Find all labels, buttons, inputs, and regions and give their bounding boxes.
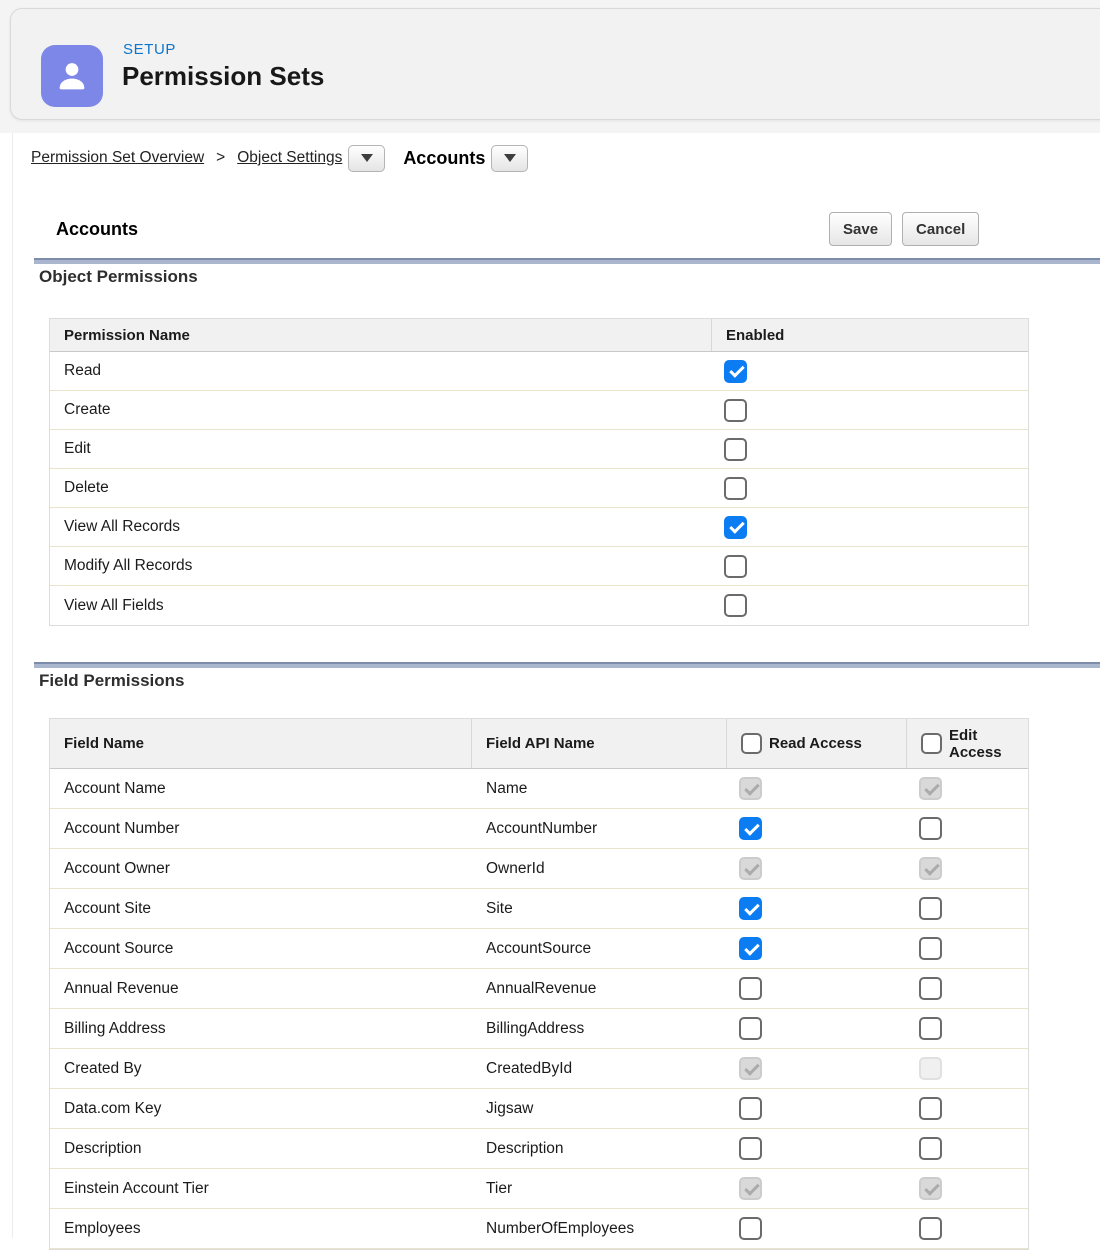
edit-access-checkbox[interactable] — [919, 1217, 942, 1240]
field-api-name-cell: BillingAddress — [486, 1019, 585, 1037]
enabled-checkbox[interactable] — [724, 360, 747, 383]
breadcrumb-current-entity: Accounts — [403, 147, 486, 168]
breadcrumb-separator: > — [216, 149, 226, 166]
field-name-cell: Created By — [64, 1059, 142, 1077]
chevron-down-icon — [504, 154, 516, 162]
read-access-checkbox[interactable] — [739, 1217, 762, 1240]
field-name-cell: Data.com Key — [64, 1099, 162, 1117]
read-access-checkbox[interactable] — [739, 977, 762, 1000]
field-name-cell: Billing Address — [64, 1019, 166, 1037]
field-api-name-cell: Name — [486, 779, 528, 797]
enabled-checkbox[interactable] — [724, 516, 747, 539]
field-api-name-cell: Site — [486, 899, 513, 917]
read-access-checkbox — [739, 1177, 762, 1200]
field-permission-row — [50, 1209, 1028, 1249]
edit-access-checkbox[interactable] — [919, 977, 942, 1000]
permission-name-cell: Edit — [64, 440, 91, 457]
field-permission-row — [50, 1089, 1028, 1129]
enabled-checkbox[interactable] — [724, 594, 747, 617]
user-icon — [52, 56, 92, 96]
object-table-body — [50, 352, 1028, 625]
permission-sets-icon — [41, 45, 103, 107]
edit-access-checkbox[interactable] — [919, 897, 942, 920]
field-name-cell: Account Owner — [64, 859, 170, 877]
permission-name-cell: Delete — [64, 479, 109, 496]
section-divider — [34, 662, 1100, 668]
setup-header-card — [10, 8, 1100, 120]
field-name-cell: Account Source — [64, 939, 174, 957]
field-api-name-cell: AnnualRevenue — [486, 979, 597, 997]
field-name-cell: Description — [64, 1139, 142, 1157]
column-header-edit-access — [907, 719, 1028, 768]
permission-name-cell: View All Fields — [64, 596, 164, 614]
permission-name-cell: Create — [64, 401, 111, 418]
edit-access-checkbox[interactable] — [919, 937, 942, 960]
toolbar-buttons — [829, 212, 979, 246]
field-permission-row — [50, 769, 1028, 809]
enabled-checkbox[interactable] — [724, 438, 747, 461]
enabled-checkbox[interactable] — [724, 399, 747, 422]
field-permission-row — [50, 889, 1028, 929]
field-name-cell: Account Number — [64, 819, 180, 837]
field-permission-row — [50, 1169, 1028, 1209]
field-api-name-cell: CreatedById — [486, 1059, 573, 1077]
field-permission-row — [50, 1129, 1028, 1169]
enabled-checkbox[interactable] — [724, 555, 747, 578]
field-permission-row — [50, 1049, 1028, 1089]
field-permissions-heading: Field Permissions — [39, 671, 185, 690]
edit-access-checkbox — [919, 857, 942, 880]
permission-name-cell: Modify All Records — [64, 557, 193, 574]
edit-access-checkbox[interactable] — [919, 1097, 942, 1120]
permission-name-cell: View All Records — [64, 518, 181, 535]
entity-title: Accounts — [56, 219, 139, 239]
object-permissions-table — [49, 318, 1029, 626]
breadcrumb — [31, 143, 528, 173]
breadcrumb-overview-link[interactable]: Permission Set Overview — [31, 149, 205, 166]
page-title: Permission Sets — [122, 61, 325, 91]
column-header-enabled: Enabled — [726, 326, 785, 344]
read-access-select-all-checkbox[interactable] — [741, 733, 762, 754]
read-access-checkbox[interactable] — [739, 937, 762, 960]
object-permission-row — [50, 508, 1028, 547]
field-api-name-cell: Jigsaw — [486, 1099, 534, 1117]
object-permissions-heading: Object Permissions — [39, 267, 198, 286]
chevron-down-icon — [361, 154, 373, 162]
object-settings-dropdown-button[interactable] — [348, 145, 385, 172]
edit-access-select-all-checkbox[interactable] — [921, 733, 942, 754]
field-name-cell: Employees — [64, 1219, 141, 1237]
column-header-read-access — [727, 719, 907, 768]
read-access-checkbox[interactable] — [739, 1097, 762, 1120]
read-access-checkbox — [739, 1057, 762, 1080]
field-permission-row — [50, 849, 1028, 889]
read-access-checkbox — [739, 777, 762, 800]
read-access-checkbox — [739, 857, 762, 880]
read-access-checkbox[interactable] — [739, 1137, 762, 1160]
field-table-body — [50, 769, 1028, 1249]
read-access-label: Read Access — [769, 735, 862, 752]
object-permission-row — [50, 469, 1028, 508]
field-api-name-cell: AccountSource — [486, 939, 592, 957]
setup-header-strip — [0, 0, 1100, 133]
edit-access-checkbox[interactable] — [919, 1017, 942, 1040]
object-permission-row — [50, 391, 1028, 430]
field-permission-row — [50, 1009, 1028, 1049]
field-permission-row — [50, 969, 1028, 1009]
read-access-checkbox[interactable] — [739, 897, 762, 920]
permission-name-cell: Read — [64, 362, 102, 379]
read-access-checkbox[interactable] — [739, 817, 762, 840]
setup-content-panel — [12, 133, 1100, 1238]
save-button[interactable]: Save — [829, 212, 892, 246]
field-permissions-table — [49, 718, 1029, 1250]
setup-eyebrow: SETUP — [123, 41, 177, 58]
object-permission-row — [50, 430, 1028, 469]
cancel-button[interactable]: Cancel — [902, 212, 979, 246]
field-name-cell: Account Name — [64, 779, 166, 797]
edit-access-checkbox — [919, 1177, 942, 1200]
field-name-cell: Einstein Account Tier — [64, 1179, 209, 1197]
breadcrumb-object-settings-link[interactable]: Object Settings — [237, 149, 343, 166]
object-table-header — [50, 319, 1028, 352]
edit-access-checkbox[interactable] — [919, 1137, 942, 1160]
field-name-cell: Account Site — [64, 899, 152, 917]
column-header-permission-name: Permission Name — [50, 319, 712, 351]
field-permission-row — [50, 929, 1028, 969]
field-api-name-cell: Tier — [486, 1179, 513, 1197]
edit-access-checkbox — [919, 1057, 942, 1080]
object-permission-row — [50, 586, 1028, 625]
field-name-cell: Annual Revenue — [64, 979, 179, 997]
read-access-checkbox[interactable] — [739, 1017, 762, 1040]
edit-access-label: Edit Access — [949, 726, 1002, 761]
field-permission-row — [50, 809, 1028, 849]
enabled-checkbox[interactable] — [724, 477, 747, 500]
field-api-name-cell: OwnerId — [486, 859, 545, 877]
edit-access-checkbox — [919, 777, 942, 800]
column-header-field-name: Field Name — [50, 719, 472, 768]
object-permission-row — [50, 547, 1028, 586]
field-table-header — [50, 719, 1028, 769]
object-permission-row — [50, 352, 1028, 391]
entity-dropdown-button[interactable] — [491, 145, 528, 172]
field-api-name-cell: Description — [486, 1139, 564, 1157]
field-api-name-cell: AccountNumber — [486, 819, 598, 837]
column-header-field-api-name: Field API Name — [472, 719, 727, 768]
field-api-name-cell: NumberOfEmployees — [486, 1219, 635, 1237]
section-divider — [34, 258, 1100, 264]
edit-access-checkbox[interactable] — [919, 817, 942, 840]
